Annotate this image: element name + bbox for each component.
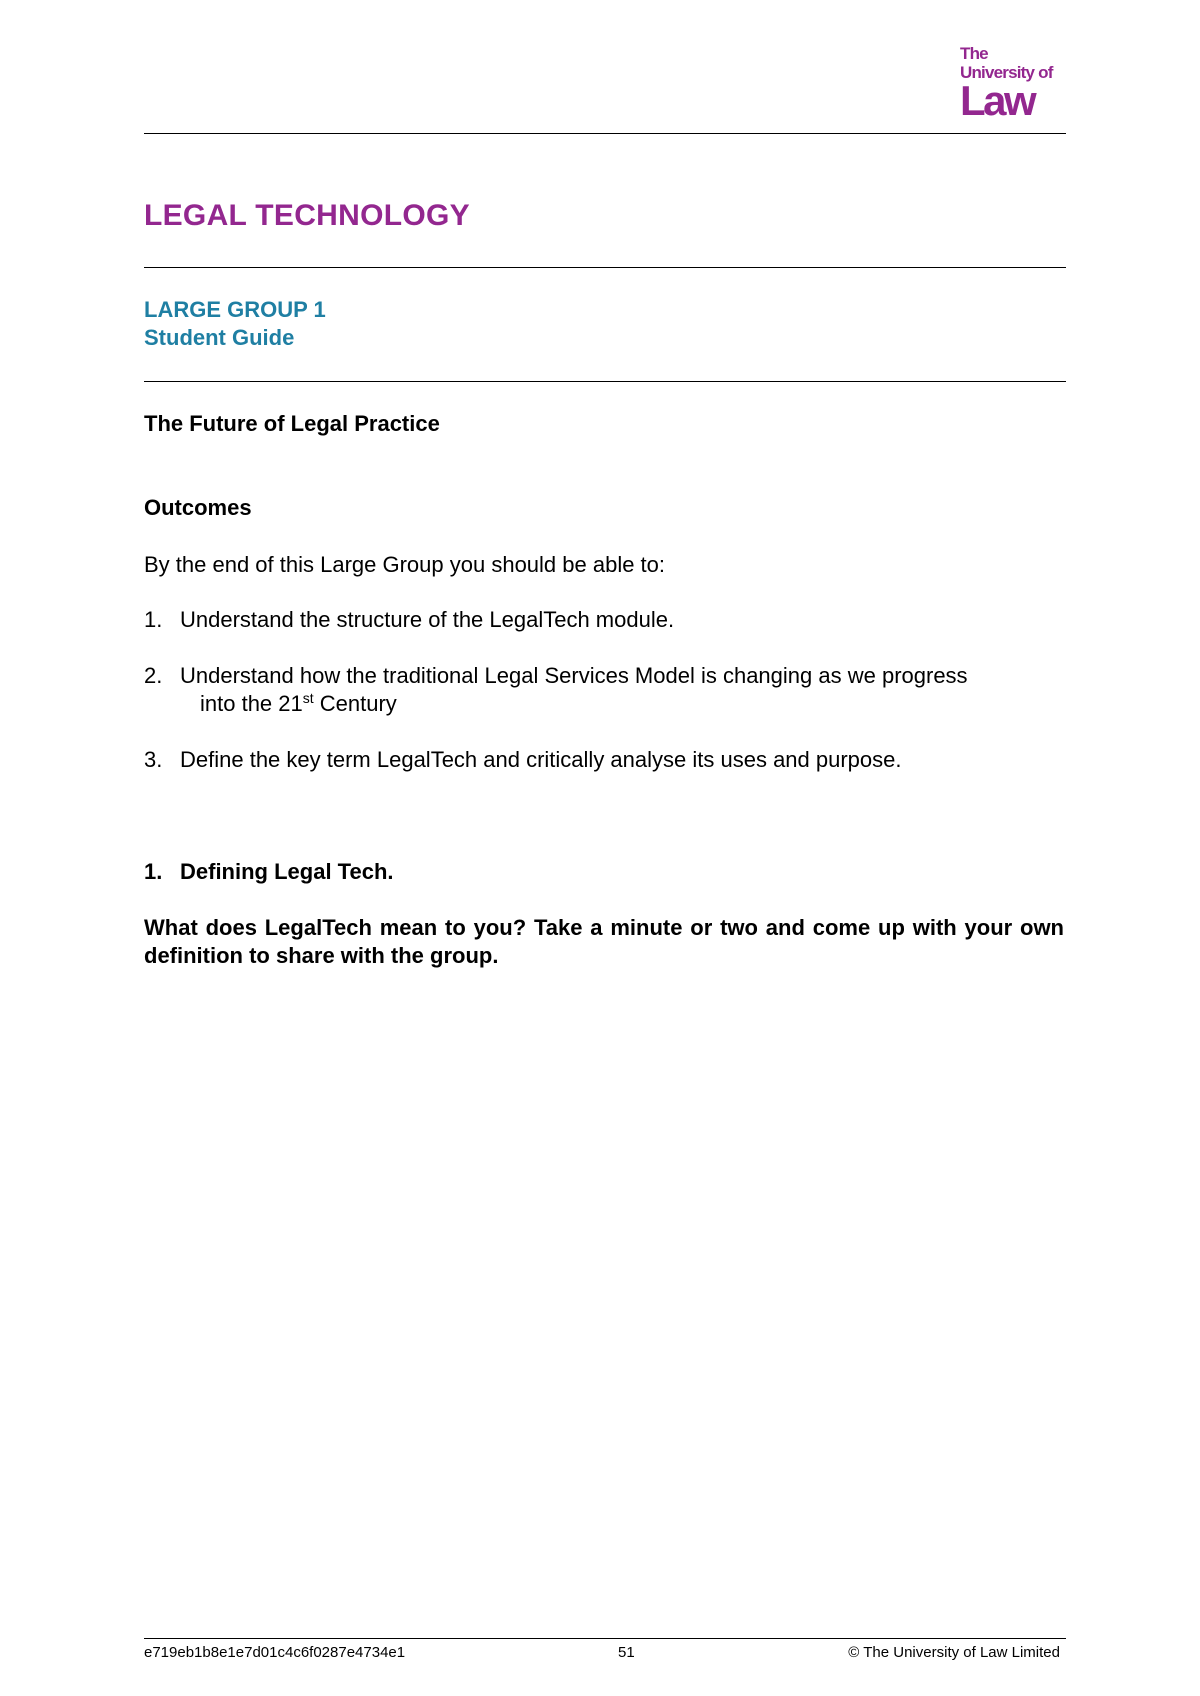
subtitle-group: LARGE GROUP 1 xyxy=(144,297,326,322)
outcome-text: Define the key term LegalTech and critically analyse its uses and purpose. xyxy=(180,747,902,772)
footer-copyright: © The University of Law Limited xyxy=(848,1644,1060,1661)
section-heading: The Future of Legal Practice xyxy=(144,411,440,436)
task-heading-text: Defining Legal Tech. xyxy=(180,859,394,884)
outcome-item-2 xyxy=(144,662,968,690)
task-question: What does LegalTech mean to you? Take a minute or two and come up with your own definition to share with the group. xyxy=(144,915,1064,968)
ordinal-suffix: st xyxy=(302,690,314,706)
footer-document-id: e719eb1b8e1e7d01c4c6f0287e4734e1 xyxy=(144,1644,406,1661)
outcome-text: Understand how the traditional Legal Services Model is changing as we progress xyxy=(180,663,968,688)
continuation-text: into the 21 xyxy=(200,691,303,716)
outcome-number: 1. xyxy=(144,607,163,632)
document-subtitle xyxy=(144,296,326,352)
outcomes-intro: By the end of this Large Group you should be able to: xyxy=(144,552,666,577)
outcome-item-2-continuation xyxy=(144,690,397,718)
outcome-item-3 xyxy=(144,746,902,774)
university-of-law-logo xyxy=(960,44,1060,124)
document-page xyxy=(144,0,1066,1696)
title-divider xyxy=(144,267,1066,268)
outcomes-heading: Outcomes xyxy=(144,495,252,520)
continuation-text-end: Century xyxy=(313,691,397,716)
outcome-text: Understand the structure of the LegalTech module. xyxy=(180,607,675,632)
logo-line-university-of: University of xyxy=(960,63,1053,82)
task-heading xyxy=(144,858,394,886)
task-heading-number: 1. xyxy=(144,859,163,884)
footer-divider xyxy=(144,1638,1066,1639)
outcome-number: 3. xyxy=(144,747,163,772)
subtitle-guide: Student Guide xyxy=(144,325,295,350)
logo-line-law: Law xyxy=(960,77,1035,124)
footer-page-number: 51 xyxy=(618,1644,635,1661)
outcome-item-1 xyxy=(144,606,674,634)
logo-line-the: The xyxy=(960,44,988,63)
document-title: LEGAL TECHNOLOGY xyxy=(144,199,470,232)
subtitle-divider xyxy=(144,381,1066,382)
header-divider xyxy=(144,133,1066,134)
outcome-number: 2. xyxy=(144,663,163,688)
